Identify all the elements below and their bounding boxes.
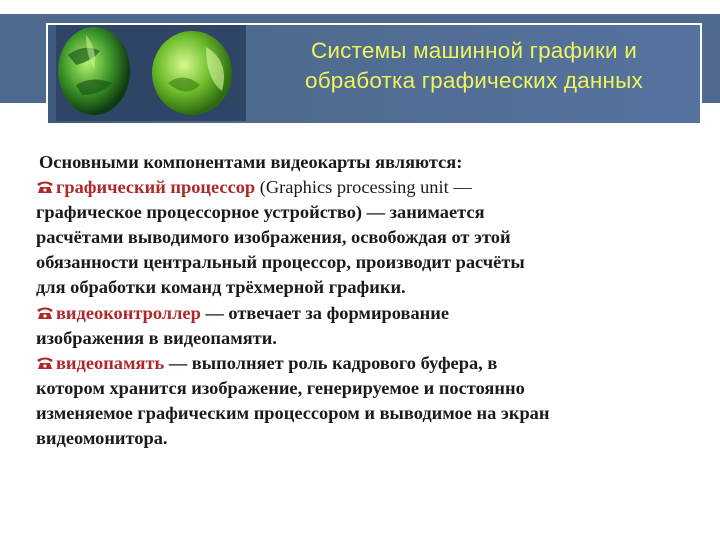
- title-line-2: обработка графических данных: [305, 68, 643, 93]
- term-gpu: графический процессор: [56, 177, 256, 198]
- green-leaves-logo: [56, 25, 246, 121]
- item-text: (Graphics processing unit —: [255, 177, 472, 198]
- list-item: [36, 175, 712, 200]
- list-item: [36, 351, 712, 376]
- header-top-strip: [0, 0, 720, 14]
- item-text: изображения в видеопамяти.: [36, 327, 277, 348]
- list-item: [36, 301, 712, 326]
- item-text: графическое процессорное устройство) — занимается: [36, 202, 485, 223]
- telephone-icon: [36, 180, 54, 194]
- item-text: — отвечает за формирование: [200, 302, 450, 323]
- intro-text: Основными компонентами видеокарты являются:: [39, 152, 463, 172]
- main-content: [36, 150, 712, 451]
- term-video-controller: видеоконтроллер: [56, 302, 201, 323]
- item-text: котором хранится изображение, генерируемое и постоянно: [36, 377, 525, 398]
- term-video-memory: видеопамять: [56, 352, 165, 373]
- item-text: видеомонитора.: [36, 428, 168, 449]
- telephone-icon: [36, 306, 54, 320]
- item-text: обязанности центральный процессор, производит расчёты: [36, 252, 525, 273]
- item-text: изменяемое графическим процессором и выводимое на экран: [36, 402, 550, 423]
- item-text: расчётами выводимого изображения, освобождая от этой: [36, 227, 511, 248]
- title-line-1: Системы машинной графики и: [310, 38, 638, 63]
- telephone-icon: [36, 356, 54, 370]
- item-text: для обработки команд трёхмерной графики.: [36, 277, 406, 298]
- item-text: — выполняет роль кадрового буфера, в: [164, 352, 498, 373]
- page-title: [248, 36, 700, 96]
